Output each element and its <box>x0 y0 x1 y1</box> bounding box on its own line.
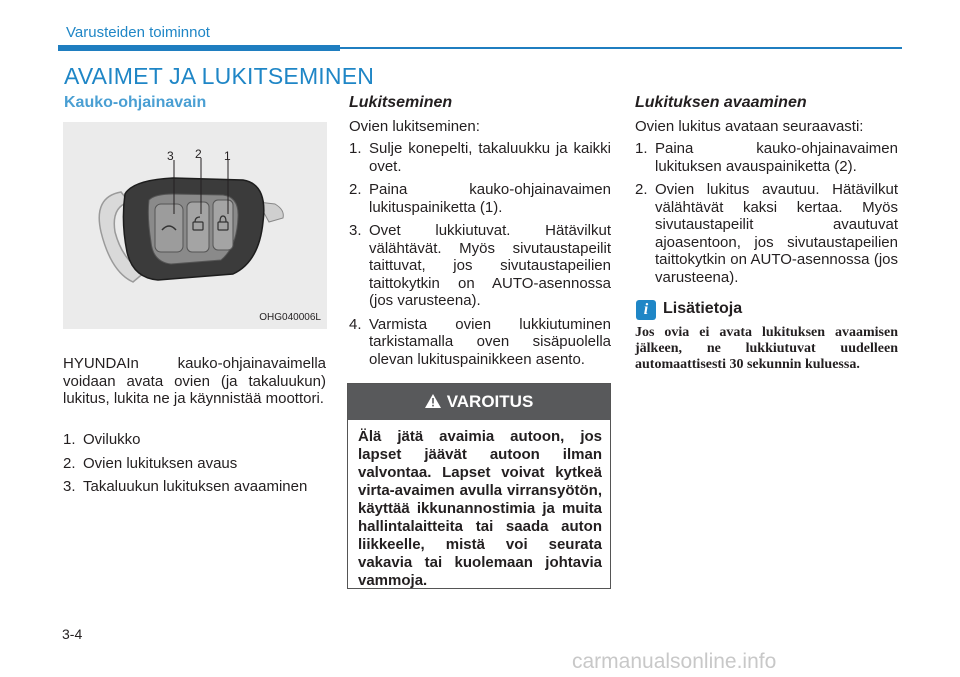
info-icon: i <box>636 300 656 320</box>
warning-title: VAROITUS <box>348 392 610 412</box>
header-rule <box>58 45 340 51</box>
list-item: 2. Ovien lukitus avautuu. Hätävilkut välähtävät kaksi kertaa. Myös sivutaustapeilit avautuvat ajoasentoon, jos sivutaustapeilien taittokytkin on AUTO-asennossa (jos varusteena). <box>635 181 898 286</box>
section-subtitle: Kauko-ohjainavain <box>64 94 207 111</box>
unlocking-heading: Lukituksen avaaminen <box>635 94 807 111</box>
info-text: Jos ovia ei avata lukituksen avaamisen jälkeen, ne lukkiutuvat uudelleen automaattisesti 30 sekunnin kuluessa. <box>635 325 898 372</box>
section-header: Varusteiden toiminnot <box>66 24 210 41</box>
list-item: 3. Ovet lukkiutuvat. Hätävilkut välähtävät. Myös sivutaustapeilit taittuvat, jos sivutaustapeilien taittokytkin on AUTO-asennossa (jos varusteena). <box>349 222 611 309</box>
list-item: 4. Varmista ovien lukkiutuminen tarkistamalla oven sisäpuolella olevan lukituspainikkeen asento. <box>349 315 611 368</box>
key-fob-illustration <box>63 122 327 329</box>
watermark: carmanualsonline.info <box>572 650 777 673</box>
locking-intro: Ovien lukitseminen: <box>349 118 480 135</box>
trunk-button <box>155 204 183 252</box>
key-button-list <box>63 431 326 502</box>
callout-2: 2 <box>195 147 202 161</box>
key-fob-figure <box>63 122 327 329</box>
warning-box <box>347 383 611 589</box>
header-rule-thin <box>340 47 902 49</box>
warning-icon <box>425 394 441 408</box>
list-item: 2. Paina kauko-ohjainavaimen lukituspainiketta (1). <box>349 181 611 216</box>
info-title: Lisätietoja <box>663 300 743 317</box>
list-item: 1. Sulje konepelti, takaluukku ja kaikki ovet. <box>349 140 611 175</box>
list-item: 1. Ovilukko <box>63 431 141 448</box>
list-item: 2. Ovien lukituksen avaus <box>63 454 238 472</box>
warning-header <box>348 384 610 420</box>
lock-button <box>213 200 233 250</box>
unlocking-intro: Ovien lukitus avataan seuraavasti: <box>635 118 864 135</box>
page-title: AVAIMET JA LUKITSEMINEN <box>64 63 375 89</box>
intro-paragraph: HYUNDAIn kauko-ohjainavaimella voidaan avata ovien (ja takaluukun) lukitus, lukita ne ja käynnistää moottori. <box>63 355 326 407</box>
callout-3: 3 <box>167 149 174 163</box>
list-item: 3. Takaluukun lukituksen avaaminen <box>63 478 308 495</box>
callout-1: 1 <box>224 149 231 163</box>
unlocking-steps <box>635 140 898 292</box>
page-number: 3-4 <box>62 626 83 642</box>
unlock-button <box>187 202 209 252</box>
locking-heading: Lukitseminen <box>349 94 453 111</box>
figure-code: OHG040006L <box>259 312 321 323</box>
locking-steps <box>349 140 611 374</box>
list-item: 1. Paina kauko-ohjainavaimen lukituksen avauspainiketta (2). <box>635 140 898 175</box>
warning-text: Älä jätä avaimia autoon, jos lapset jäävät autoon ilman valvontaa. Lapset voivat kytkeä virta-avaimen avulla virransyötön, käyttää ikkunannostimia ja muita hallintalaitteita tai saada auton liikkeelle, mistä voi seurata vakavia tai kuolemaan johtavia vammoja. <box>358 428 602 589</box>
